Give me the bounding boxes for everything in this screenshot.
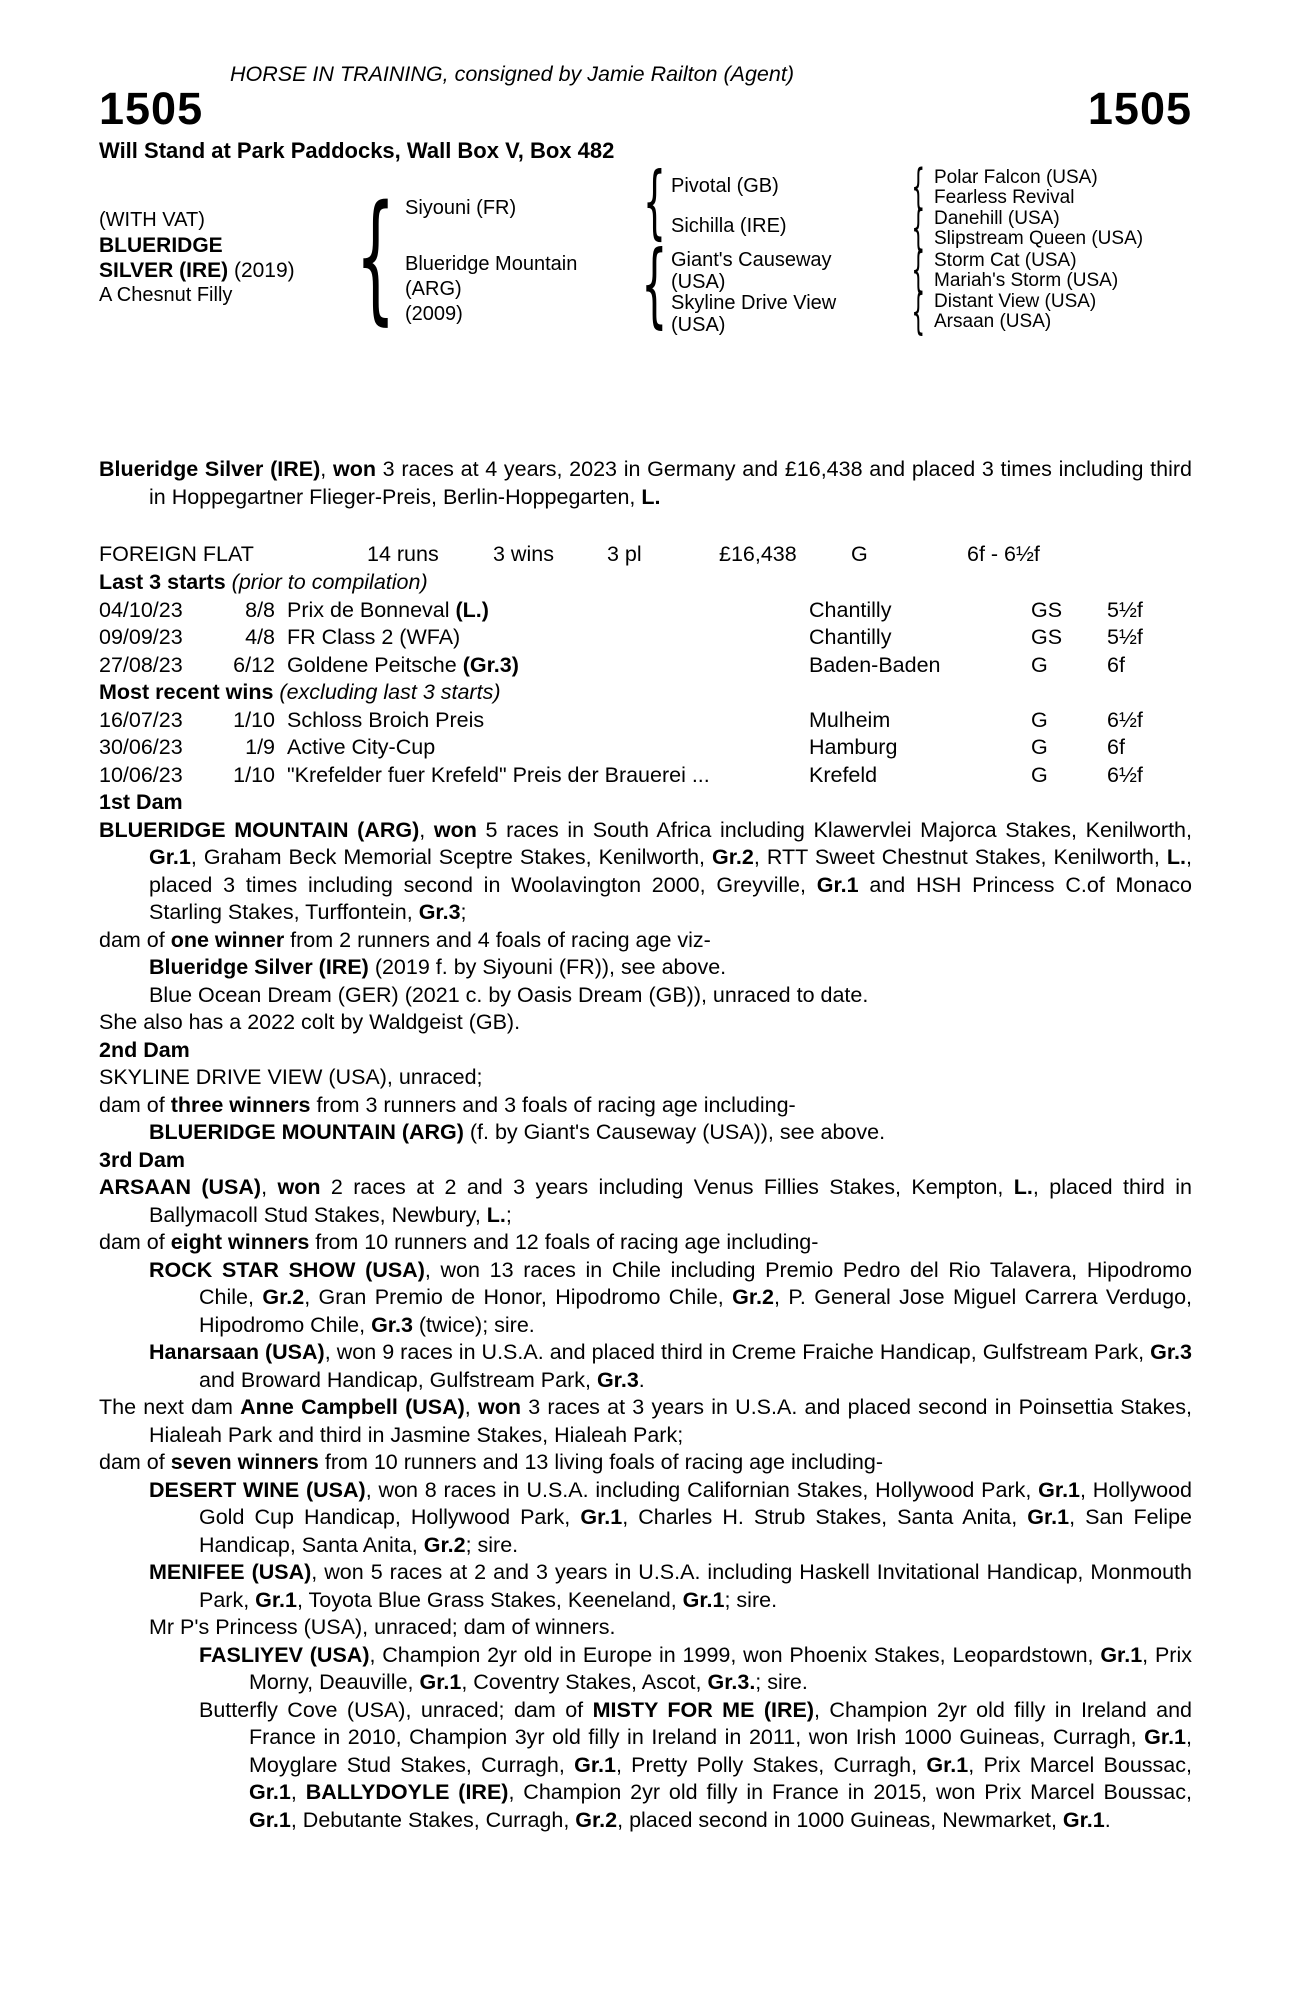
produce-entry: Butterfly Cove (USA), unraced; dam of MISTY FOR ME (IRE), Champion 2yr old filly in Ireland and France in 2010, Champion 3yr old filly in Ireland in 2011, won Irish 1000 Guineas, Curragh, Gr.1, Moyglare Stud Stakes, Curragh, Gr.1, Pretty Polly Stakes, Curragh, Gr.1, Prix Marcel Boussac, Gr.1, BALLYDOYLE (IRE), Champion 2yr old filly in France in 2015, won Prix Marcel Boussac, Gr.1, Debutante Stakes, Curragh, Gr.2, placed second in 1000 Guineas, Newmarket, Gr.1. bbox=[199, 1697, 1192, 1832]
race-course: Mulheim bbox=[809, 707, 891, 732]
recent-wins-heading: Most recent wins (excluding last 3 starts) bbox=[99, 680, 501, 704]
race-name: FR Class 2 (WFA) bbox=[287, 625, 461, 649]
gen3-name: Polar Falcon (USA) bbox=[934, 167, 1098, 188]
pedigree-brace-gen3-1: { bbox=[911, 159, 925, 215]
race-date: 10/06/23 bbox=[99, 762, 183, 787]
record-earnings: £16,438 bbox=[719, 542, 797, 566]
race-going: G bbox=[1031, 735, 1048, 759]
produce-entry: Blueridge Silver (IRE) (2019 f. by Siyouni (FR)), see above. bbox=[149, 955, 727, 979]
race-course: Baden-Baden bbox=[809, 652, 941, 677]
record-places: 3 pl bbox=[607, 542, 642, 566]
race-distance: 5½f bbox=[1107, 625, 1143, 649]
race-row bbox=[99, 762, 1192, 790]
produce-entry: ROCK STAR SHOW (USA), won 13 races in Chile including Premio Pedro del Rio Talavera, Hipodromo Chile, Gr.2, Gran Premio de Honor, Hipodromo Chile, Gr.2, P. General Jose Miguel Carrera Verdugo, Hipodromo Chile, Gr.3 (twice); sire. bbox=[149, 1257, 1193, 1337]
race-position: 1/9 bbox=[245, 735, 275, 759]
horse-name: SILVER (IRE) bbox=[99, 259, 229, 282]
record-wins: 3 wins bbox=[493, 542, 554, 566]
race-row bbox=[99, 597, 1192, 625]
race-course: Chantilly bbox=[809, 625, 892, 649]
race-date: 27/08/23 bbox=[99, 652, 183, 677]
horse-description: A Chesnut Filly bbox=[99, 284, 233, 306]
gen3-name: Mariah's Storm (USA) bbox=[934, 270, 1119, 291]
dam-name-line3: (2009) bbox=[405, 303, 463, 325]
race-going: GS bbox=[1031, 597, 1063, 622]
race-position: 8/8 bbox=[245, 597, 275, 622]
race-course: Chantilly bbox=[809, 597, 892, 622]
last-starts-heading: Last 3 starts (prior to compilation) bbox=[99, 570, 428, 594]
race-date: 30/06/23 bbox=[99, 735, 183, 759]
stand-location: Will Stand at Park Paddocks, Wall Box V, Box 482 bbox=[99, 138, 615, 163]
record-runs: 14 runs bbox=[367, 542, 439, 566]
header-note: HORSE IN TRAINING, consigned by Jamie Railton (Agent) bbox=[230, 62, 794, 86]
next-dam-paragraph: The next dam Anne Campbell (USA), won 3 races at 3 years in U.S.A. and placed second in Poinsettia Stakes, Hialeah Park and third in Jasmine Stakes, Hialeah Park; bbox=[99, 1395, 1192, 1447]
dam-paragraph: dam of one winner from 2 runners and 4 foals of racing age viz- bbox=[99, 927, 711, 952]
race-name: "Krefelder fuer Krefeld" Preis der Brauerei ... bbox=[287, 762, 710, 787]
race-distance: 6f bbox=[1107, 735, 1125, 759]
produce-entry: DESERT WINE (USA), won 8 races in U.S.A. including Californian Stakes, Hollywood Park, Gr.1, Hollywood Gold Cup Handicap, Hollywood Park, Gr.1, Charles H. Strub Stakes, Santa Anita, Gr.1, San Felipe Handicap, Santa Anita, Gr.2; sire. bbox=[149, 1477, 1193, 1557]
pedigree-brace-gen3-2: { bbox=[911, 200, 925, 256]
dam-paragraph: dam of eight winners from 10 runners and 12 foals of racing age including- bbox=[99, 1230, 819, 1254]
gen3-name: Fearless Revival bbox=[934, 187, 1075, 208]
horse-year: (2019) bbox=[228, 259, 295, 282]
pedigree-brace-sire: { bbox=[642, 155, 666, 248]
produce-entry: Hanarsaan (USA), won 9 races in U.S.A. and placed third in Creme Fraiche Handicap, Gulfstream Park, Gr.3 and Broward Handicap, Gulfstream Park, Gr.3. bbox=[149, 1340, 1192, 1392]
record-going: G bbox=[851, 542, 868, 566]
sire-dam-name: Sichilla (IRE) bbox=[671, 215, 787, 237]
dam-name-line1: Blueridge Mountain bbox=[405, 253, 578, 275]
race-position: 6/12 bbox=[233, 652, 275, 677]
dam-dam-name-line1: Skyline Drive View bbox=[671, 292, 837, 314]
race-row bbox=[99, 624, 1192, 652]
horse-name-line1: BLUERIDGE bbox=[99, 234, 223, 257]
race-going: G bbox=[1031, 652, 1048, 677]
last-starts-table bbox=[99, 597, 1192, 680]
vat-note: (WITH VAT) bbox=[99, 209, 205, 231]
pedigree-table bbox=[99, 155, 1192, 342]
gen3-name: Arsaan (USA) bbox=[934, 311, 1052, 332]
race-distance: 6f bbox=[1107, 652, 1125, 677]
dam-paragraph: dam of seven winners from 10 runners and 13 living foals of racing age including- bbox=[99, 1450, 883, 1474]
race-distance: 6½f bbox=[1107, 762, 1143, 787]
dam-sire-name-line2: (USA) bbox=[671, 271, 726, 293]
race-distance: 6½f bbox=[1107, 707, 1143, 732]
dam-paragraph: SKYLINE DRIVE VIEW (USA), unraced; bbox=[99, 1065, 483, 1089]
lot-number-right: 1505 bbox=[1087, 83, 1192, 134]
dam-dam-name-line2: (USA) bbox=[671, 314, 726, 336]
race-position: 4/8 bbox=[245, 625, 275, 649]
lot-number-left: 1505 bbox=[99, 83, 204, 134]
catalogue-body bbox=[99, 456, 1192, 1834]
third-dam-heading: 3rd Dam bbox=[99, 1147, 186, 1172]
dam-paragraph: dam of three winners from 3 runners and 3 foals of racing age including- bbox=[99, 1092, 796, 1117]
sire-sire-name: Pivotal (GB) bbox=[671, 175, 779, 197]
race-name: Prix de Bonneval (L.) bbox=[287, 597, 489, 622]
race-row bbox=[99, 652, 1192, 680]
race-record-row bbox=[99, 541, 1192, 569]
gen3-name: Slipstream Queen (USA) bbox=[934, 228, 1144, 249]
record-distances: 6f - 6½f bbox=[967, 542, 1040, 566]
pedigree-brace-gen1: { bbox=[355, 175, 397, 339]
dam-paragraph: She also has a 2022 colt by Waldgeist (GB). bbox=[99, 1010, 521, 1034]
gen3-name: Distant View (USA) bbox=[934, 291, 1097, 312]
pedigree-brace-gen3-4: { bbox=[911, 284, 925, 340]
gen3-name: Storm Cat (USA) bbox=[934, 250, 1077, 271]
produce-entry: Mr P's Princess (USA), unraced; dam of winners. bbox=[149, 1615, 616, 1639]
race-name: Active City-Cup bbox=[287, 735, 436, 759]
race-position: 1/10 bbox=[233, 707, 275, 732]
race-row bbox=[99, 707, 1192, 735]
race-summary: Blueridge Silver (IRE), won 3 races at 4 years, 2023 in Germany and £16,438 and placed 3 times including third in Hoppegartner Flieger-Preis, Berlin-Hoppegarten, L. bbox=[99, 457, 1192, 509]
produce-entry: MENIFEE (USA), won 5 races at 2 and 3 years in U.S.A. including Haskell Invitational Handicap, Monmouth Park, Gr.1, Toyota Blue Grass Stakes, Keeneland, Gr.1; sire. bbox=[149, 1560, 1192, 1612]
dam-paragraph: BLUERIDGE MOUNTAIN (ARG), won 5 races in South Africa including Klawervlei Majorca Stakes, Kenilworth, Gr.1, Graham Beck Memorial Sceptre Stakes, Kenilworth, Gr.2, RTT Sweet Chestnut Stakes, Kenilworth, L., placed 3 times including second in Woolavington 2000, Greyville, Gr.1 and HSH Princess C.of Monaco Starling Stakes, Turffontein, Gr.3; bbox=[99, 817, 1192, 924]
race-course: Krefeld bbox=[809, 762, 878, 787]
race-name: Schloss Broich Preis bbox=[287, 707, 485, 732]
produce-entry: BLUERIDGE MOUNTAIN (ARG) (f. by Giant's Causeway (USA)), see above. bbox=[149, 1120, 886, 1144]
pedigree-brace-dam: { bbox=[640, 231, 668, 338]
race-distance: 5½f bbox=[1107, 597, 1143, 622]
first-dam-heading: 1st Dam bbox=[99, 790, 183, 814]
recent-wins-table bbox=[99, 707, 1192, 790]
race-position: 1/10 bbox=[233, 762, 275, 787]
race-going: G bbox=[1031, 762, 1048, 787]
race-name: Goldene Peitsche (Gr.3) bbox=[287, 652, 519, 677]
dam-paragraph: ARSAAN (USA), won 2 races at 2 and 3 years including Venus Fillies Stakes, Kempton, L., placed third in Ballymacoll Stud Stakes, Newbury, L.; bbox=[99, 1175, 1192, 1227]
race-row bbox=[99, 734, 1192, 762]
race-going: GS bbox=[1031, 625, 1063, 649]
dam-sire-name-line1: Giant's Causeway bbox=[671, 249, 832, 271]
horse-name-line2 bbox=[99, 258, 295, 283]
race-course: Hamburg bbox=[809, 735, 898, 759]
race-date: 09/09/23 bbox=[99, 625, 183, 649]
race-date: 04/10/23 bbox=[99, 597, 183, 622]
record-discipline: FOREIGN FLAT bbox=[99, 542, 254, 566]
sire-name: Siyouni (FR) bbox=[405, 197, 517, 219]
produce-entry: Blue Ocean Dream (GER) (2021 c. by Oasis Dream (GB)), unraced to date. bbox=[149, 982, 869, 1007]
pedigree-brace-gen3-3: { bbox=[911, 242, 925, 298]
dam-name-line2: (ARG) bbox=[405, 278, 462, 300]
race-date: 16/07/23 bbox=[99, 707, 183, 732]
produce-entry: FASLIYEV (USA), Champion 2yr old in Europe in 1999, won Phoenix Stakes, Leopardstown, Gr.1, Prix Morny, Deauville, Gr.1, Coventry Stakes, Ascot, Gr.3.; sire. bbox=[199, 1642, 1192, 1694]
second-dam-heading: 2nd Dam bbox=[99, 1037, 190, 1062]
race-going: G bbox=[1031, 707, 1048, 732]
gen3-name: Danehill (USA) bbox=[934, 208, 1060, 229]
